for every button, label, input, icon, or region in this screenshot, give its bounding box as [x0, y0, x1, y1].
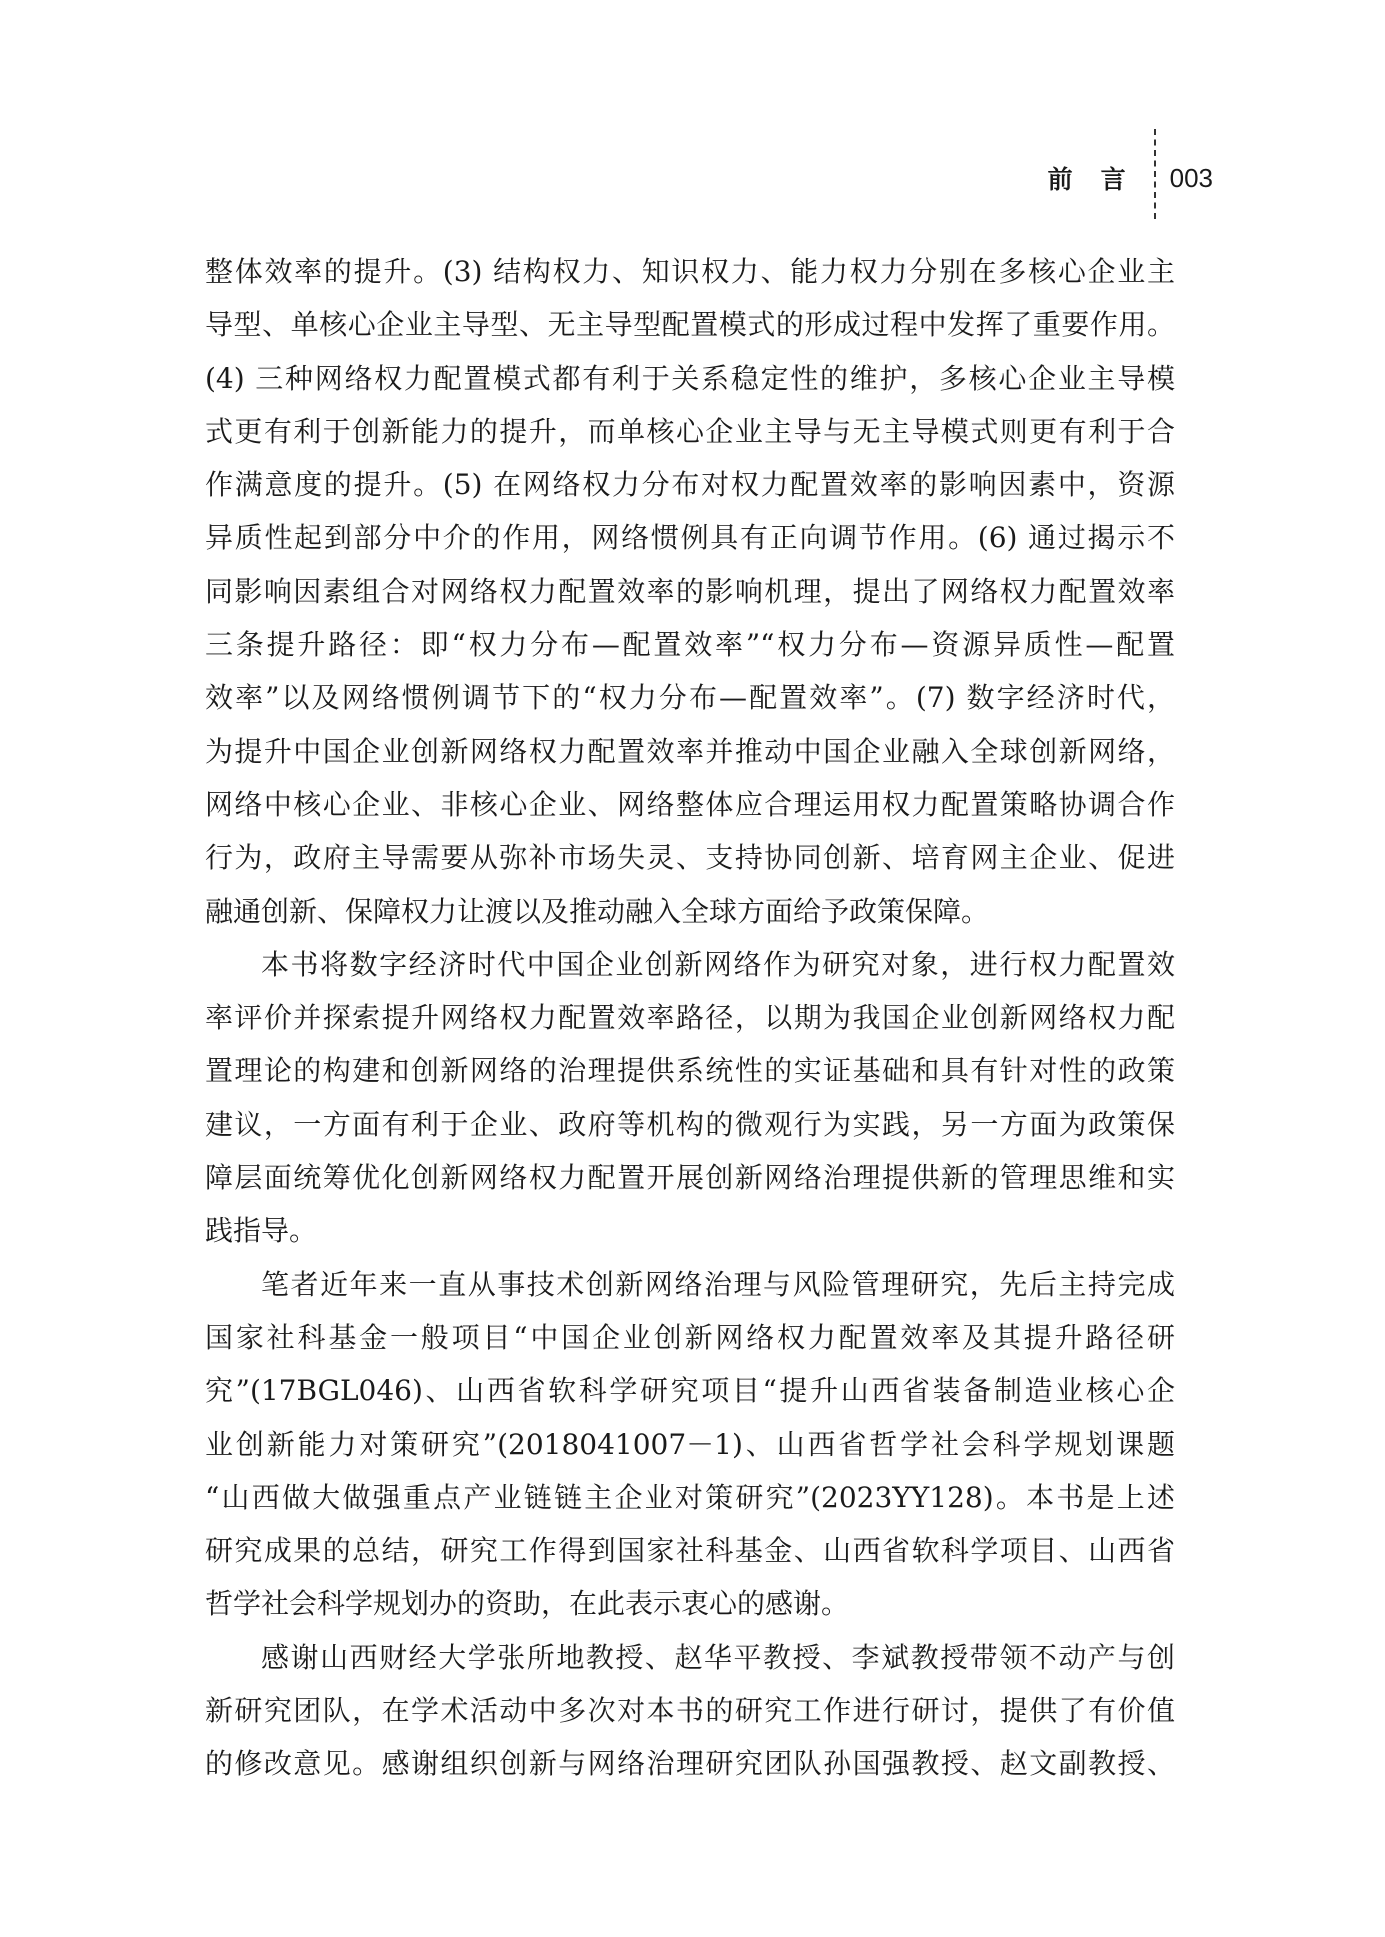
paragraph-3: [205, 1258, 1175, 1631]
paragraph-2: [205, 938, 1175, 1258]
text-line: 究”(17BGL046)、山西省软科学研究项目“提升山西省装备制造业核心企: [205, 1374, 1175, 1408]
text-line: 践指导。: [205, 1214, 318, 1248]
text-line: 国家社科基金一般项目“中国企业创新网络权力配置效率及其提升路径研: [205, 1320, 1175, 1354]
text-line: 的修改意见。感谢组织创新与网络治理研究团队孙国强教授、赵文副教授、: [205, 1747, 1175, 1781]
header-divider: [1154, 129, 1156, 219]
text-line: 异质性起到部分中介的作用，网络惯例具有正向调节作用。(6) 通过揭示不: [205, 521, 1175, 555]
header-title: 前言: [1047, 165, 1154, 194]
text-line: 融通创新、保障权力让渡以及推动融入全球方面给予政策保障。: [205, 894, 990, 928]
text-line: 置理论的构建和创新网络的治理提供系统性的实证基础和具有针对性的政策: [205, 1054, 1175, 1088]
text-line: 网络中核心企业、非核心企业、网络整体应合理运用权力配置策略协调合作: [205, 787, 1175, 821]
text-line: “山西做大做强重点产业链链主企业对策研究”(2023YY128)。本书是上述: [205, 1480, 1175, 1514]
text-line: 率评价并探索提升网络权力配置效率路径，以期为我国企业创新网络权力配: [205, 1001, 1175, 1035]
running-header: [1048, 158, 1213, 198]
text-line: 效率”以及网络惯例调节下的“权力分布—配置效率”。(7) 数字经济时代，: [205, 681, 1175, 715]
text-line: 障层面统筹优化创新网络权力配置开展创新网络治理提供新的管理思维和实: [205, 1161, 1175, 1195]
text-line: 作满意度的提升。(5) 在网络权力分布对权力配置效率的影响因素中，资源: [205, 468, 1175, 502]
text-line: 本书将数字经济时代中国企业创新网络作为研究对象，进行权力配置效: [261, 947, 1175, 981]
text-line: 业创新能力对策研究”(2018041007－1)、山西省哲学社会科学规划课题: [205, 1427, 1175, 1461]
text-line: 建议，一方面有利于企业、政府等机构的微观行为实践，另一方面为政策保: [205, 1107, 1175, 1141]
text-line: 哲学社会科学规划办的资助，在此表示衷心的感谢。: [205, 1587, 850, 1621]
text-line: 为提升中国企业创新网络权力配置效率并推动中国企业融入全球创新网络，: [205, 734, 1175, 768]
page-number: 003: [1169, 162, 1213, 193]
paragraph-1: [205, 245, 1175, 938]
text-line: 笔者近年来一直从事技术创新网络治理与风险管理研究，先后主持完成: [261, 1267, 1175, 1301]
text-line: 同影响因素组合对网络权力配置效率的影响机理，提出了网络权力配置效率: [205, 574, 1175, 608]
text-line: 整体效率的提升。(3) 结构权力、知识权力、能力权力分别在多核心企业主: [205, 255, 1175, 288]
text-line: 行为，政府主导需要从弥补市场失灵、支持协同创新、培育网主企业、促进: [205, 841, 1175, 875]
text-line: 导型、单核心企业主导型、无主导型配置模式的形成过程中发挥了重要作用。: [205, 308, 1175, 342]
body-text: [205, 245, 1175, 1791]
text-line: 三条提升路径：即“权力分布—配置效率”“权力分布—资源异质性—配置: [205, 628, 1175, 662]
text-line: 新研究团队，在学术活动中多次对本书的研究工作进行研讨，提供了有价值: [205, 1694, 1175, 1728]
text-line: 研究成果的总结，研究工作得到国家社科基金、山西省软科学项目、山西省: [205, 1534, 1175, 1568]
text-line: (4) 三种网络权力配置模式都有利于关系稳定性的维护，多核心企业主导模: [205, 361, 1175, 395]
paragraph-4: [205, 1631, 1175, 1791]
text-line: 式更有利于创新能力的提升，而单核心企业主导与无主导模式则更有利于合: [205, 414, 1175, 448]
text-line: 感谢山西财经大学张所地教授、赵华平教授、李斌教授带领不动产与创: [261, 1640, 1175, 1674]
